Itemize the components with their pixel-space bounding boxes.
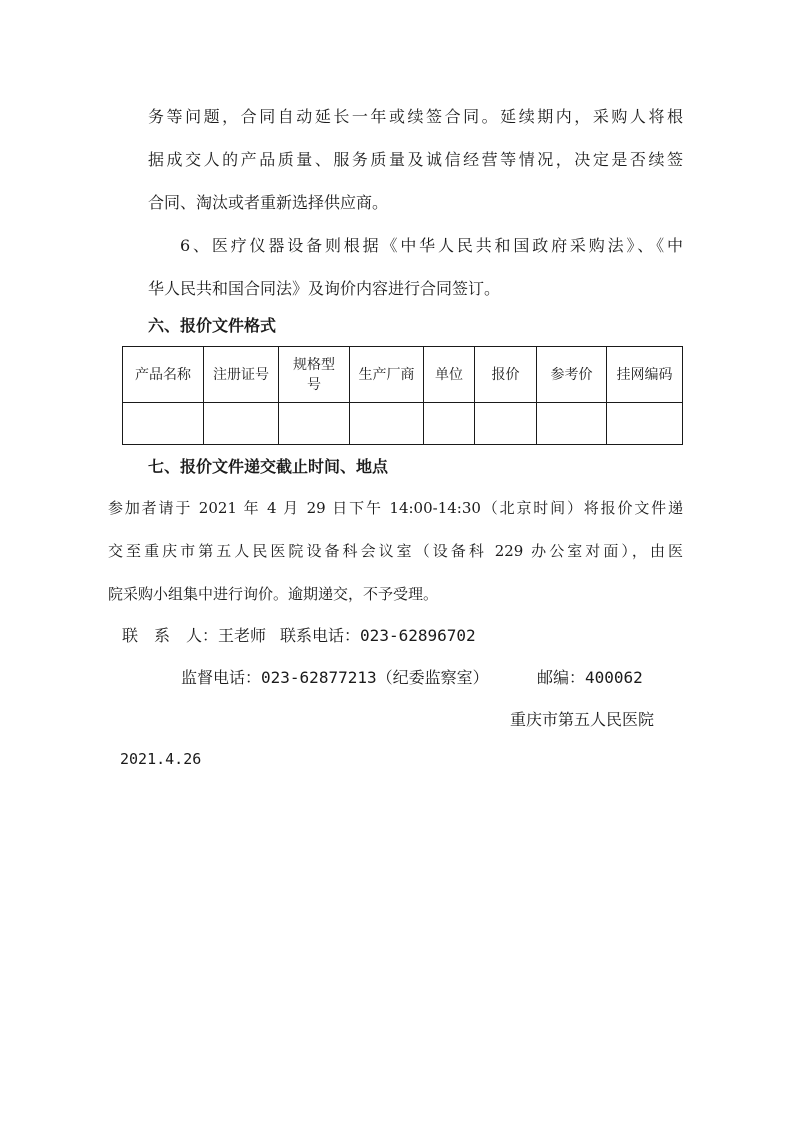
quotation-format-table <box>122 346 683 445</box>
paragraph-6-line-1: 6、医疗仪器设备则根据《中华人民共和国政府采购法》、《中 <box>180 236 683 255</box>
section-7-line-2: 交至重庆市第五人民医院设备科会议室（设备科 229 办公室对面），由医 <box>108 542 683 560</box>
section-7-line-3: 院采购小组集中进行询价。逾期递交，不予受理。 <box>108 585 439 603</box>
header-quote: 报价 <box>475 347 537 403</box>
table-row <box>123 403 683 445</box>
table-cell <box>607 403 683 445</box>
signature-organization: 重庆市第五人民医院 <box>510 710 655 729</box>
paragraph-5-line-1: 务等问题，合同自动延长一年或续签合同。延续期内，采购人将根 <box>148 107 683 126</box>
paragraph-5-line-2: 据成交人的产品质量、服务质量及诚信经营等情况，决定是否续签 <box>148 150 683 169</box>
header-spec-model-line-1: 规格型 <box>293 356 335 373</box>
header-manufacturer: 生产厂商 <box>350 347 424 403</box>
postcode-line <box>537 668 643 688</box>
header-registration-no: 注册证号 <box>204 347 279 403</box>
contact-phone-label: 联系电话： <box>280 626 361 645</box>
contact-phone: 023-62896702 <box>360 626 476 645</box>
table-cell <box>537 403 607 445</box>
contact-person-label: 联 系 人： <box>122 626 219 645</box>
supervision-line <box>181 668 489 688</box>
section-7-heading: 七、报价文件递交截止时间、地点 <box>148 457 389 476</box>
table-cell <box>123 403 204 445</box>
table-cell <box>279 403 350 445</box>
contact-person: 王老师 <box>218 626 267 645</box>
header-spec-model <box>279 347 350 403</box>
table-cell <box>350 403 424 445</box>
paragraph-6-line-2: 华人民共和国合同法》及询价内容进行合同签订。 <box>148 279 501 298</box>
header-reference-price: 参考价 <box>537 347 607 403</box>
table-cell <box>424 403 475 445</box>
signature-date: 2021.4.26 <box>120 750 202 768</box>
contact-line <box>122 626 476 646</box>
postcode: 400062 <box>585 668 643 687</box>
header-listing-code: 挂网编码 <box>607 347 683 403</box>
paragraph-5-line-3: 合同、淘汰或者重新选择供应商。 <box>148 193 389 212</box>
table-cell <box>204 403 279 445</box>
section-7-line-1: 参加者请于 2021 年 4 月 29 日下午 14:00-14:30（北京时间）将报价文件递 <box>108 499 683 517</box>
postcode-label: 邮编： <box>537 668 586 687</box>
header-spec-model-line-2: 号 <box>307 376 321 393</box>
table-cell <box>475 403 537 445</box>
table-header-row <box>123 347 683 403</box>
section-6-heading: 六、报价文件格式 <box>148 316 277 335</box>
supervision-phone: 023-62877213（纪委监察室） <box>261 668 489 687</box>
header-unit: 单位 <box>424 347 475 403</box>
supervision-phone-label: 监督电话： <box>181 668 262 687</box>
header-product-name: 产品名称 <box>123 347 204 403</box>
